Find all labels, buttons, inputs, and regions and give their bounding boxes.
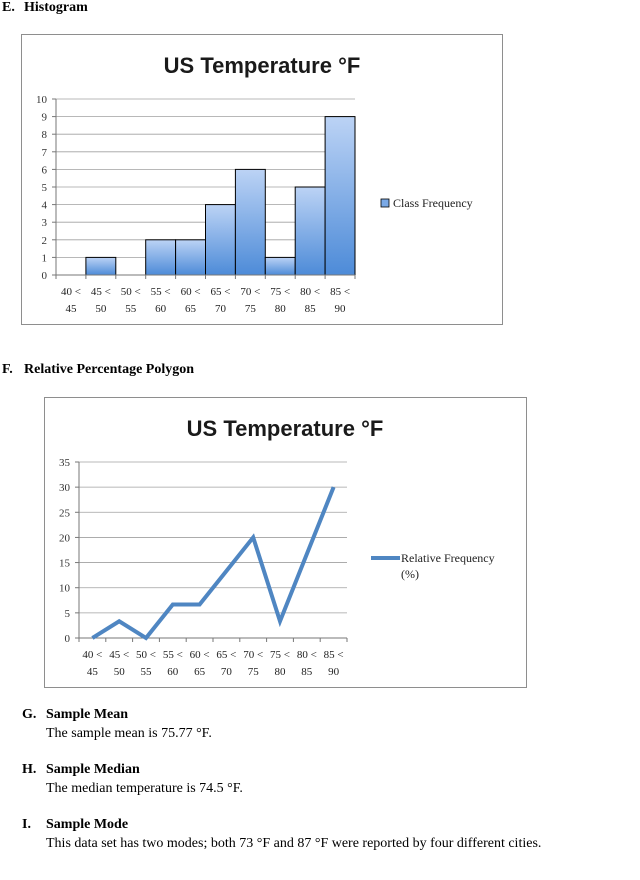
polygon-ytick-label: 35: [59, 457, 70, 469]
polygon-category-label-top: 65 <: [216, 649, 237, 661]
histogram-ytick-label: 0: [41, 270, 47, 282]
polygon-category-label-bottom: 60: [167, 666, 179, 678]
polygon-category-label-top: 40 <: [82, 649, 103, 661]
polygon-panel: [44, 397, 527, 688]
section-f-heading: [2, 362, 194, 378]
histogram-bar: [325, 117, 355, 275]
polygon-category-label-top: 80 <: [296, 649, 317, 661]
section-i-title: Sample Mode: [46, 817, 129, 832]
histogram-bar: [265, 257, 295, 275]
histogram-ytick-label: 5: [41, 182, 47, 194]
histogram-legend-label: Class Frequency: [393, 196, 473, 210]
histogram-category-label-top: 50 <: [120, 286, 141, 298]
histogram-bar: [176, 240, 206, 275]
histogram-bar: [295, 187, 325, 275]
histogram-category-label-top: 70 <: [240, 286, 261, 298]
histogram-bar: [86, 257, 116, 275]
polygon-category-label-top: 45 <: [109, 649, 130, 661]
polygon-category-label-top: 50 <: [136, 649, 156, 661]
section-e-title: Histogram: [24, 0, 88, 15]
histogram-panel: [21, 34, 503, 325]
section-f-title: Relative Percentage Polygon: [24, 362, 195, 377]
polygon-ytick-label: 25: [59, 507, 70, 520]
polygon-category-label-top: 85 <: [323, 649, 344, 661]
histogram-ytick-label: 7: [41, 146, 47, 159]
histogram-legend: [381, 196, 473, 210]
polygon-ytick-label: 5: [64, 607, 70, 620]
histogram-category-label-bottom: 45: [65, 303, 77, 315]
histogram-category-label-bottom: 70: [214, 303, 226, 315]
histogram-category-label-bottom: 60: [155, 303, 167, 315]
histogram-category-label-bottom: 75: [244, 303, 256, 315]
histogram-chart: [22, 35, 502, 324]
polygon-ytick-label: 10: [59, 582, 70, 595]
histogram-category-label-bottom: 85: [304, 303, 316, 315]
histogram-ytick-label: 10: [36, 94, 47, 106]
polygon-ytick-label: 0: [64, 633, 70, 645]
polygon-legend-label-line2: (%): [401, 567, 419, 581]
histogram-bar: [146, 240, 176, 275]
section-h-text: The median temperature is 74.5 °F.: [46, 781, 243, 796]
histogram-ytick-label: 1: [41, 252, 47, 265]
histogram-ytick-label: 2: [41, 234, 47, 247]
polygon-category-label-bottom: 50: [113, 666, 125, 678]
histogram-ytick-label: 8: [41, 129, 47, 142]
polygon-category-label-bottom: 80: [274, 666, 286, 678]
histogram-category-label-top: 65 <: [210, 286, 231, 298]
histogram-category-label-top: 80 <: [300, 286, 321, 298]
section-e-heading: [2, 0, 88, 16]
histogram-category-label-bottom: 50: [95, 303, 107, 315]
polygon-category-label-bottom: 55: [140, 666, 152, 678]
histogram-category-label-top: 45 <: [90, 286, 111, 298]
section-i-text: This data set has two modes; both 73 °F and 87 °F were reported by four different cities.: [46, 836, 542, 851]
section-i-letter: I.: [22, 817, 31, 832]
histogram-category-label-top: 55 <: [150, 286, 171, 298]
histogram-category-label-top: 75 <: [270, 286, 291, 298]
section-f-letter: F.: [2, 362, 13, 377]
histogram-bar: [206, 205, 236, 275]
histogram-ytick-label: 3: [41, 217, 47, 230]
section-h-letter: H.: [22, 762, 37, 777]
polygon-category-label-bottom: 45: [86, 666, 98, 678]
histogram-category-label-bottom: 80: [274, 303, 286, 315]
histogram-category-label-top: 40 <: [60, 286, 81, 298]
section-g-text: The sample mean is 75.77 °F.: [46, 726, 212, 741]
section-g-title: Sample Mean: [46, 707, 129, 722]
polygon-category-label-bottom: 90: [328, 666, 340, 678]
polygon-category-label-top: 75 <: [270, 649, 290, 661]
polygon-category-label-top: 55 <: [162, 649, 183, 661]
histogram-category-label-bottom: 55: [125, 303, 137, 315]
histogram-category-label-top: 85 <: [330, 286, 351, 298]
histogram-ytick-label: 6: [41, 164, 47, 177]
histogram-bar: [235, 169, 265, 275]
polygon-category-label-top: 70 <: [243, 649, 264, 661]
section-h-heading: [22, 762, 140, 778]
polygon-category-label-top: 60 <: [189, 649, 210, 661]
polygon-ytick-label: 20: [59, 532, 70, 545]
histogram-ytick-label: 9: [41, 111, 47, 124]
histogram-category-label-top: 60 <: [180, 286, 201, 298]
section-e-letter: E.: [2, 0, 15, 15]
polygon-category-label-bottom: 70: [220, 666, 232, 678]
polygon-category-label-bottom: 75: [247, 666, 259, 678]
section-i-heading: [22, 817, 128, 833]
section-g-heading: [22, 707, 128, 723]
histogram-title: US Temperature °F: [163, 53, 361, 78]
polygon-title: US Temperature °F: [186, 416, 384, 441]
histogram-category-label-bottom: 90: [334, 303, 346, 315]
polygon-ytick-label: 15: [59, 557, 70, 570]
polygon-chart: [45, 398, 526, 687]
histogram-ytick-label: 4: [41, 199, 47, 212]
polygon-legend-label-line1: Relative Frequency: [401, 551, 495, 565]
section-h-title: Sample Median: [46, 762, 140, 777]
polygon-ytick-label: 30: [59, 482, 70, 495]
polygon-legend: [371, 551, 495, 581]
polygon-category-label-bottom: 65: [194, 666, 206, 678]
histogram-legend-swatch: [381, 199, 389, 207]
polygon-category-label-bottom: 85: [301, 666, 313, 678]
histogram-category-label-bottom: 65: [185, 303, 197, 315]
section-g-letter: G.: [22, 707, 37, 722]
